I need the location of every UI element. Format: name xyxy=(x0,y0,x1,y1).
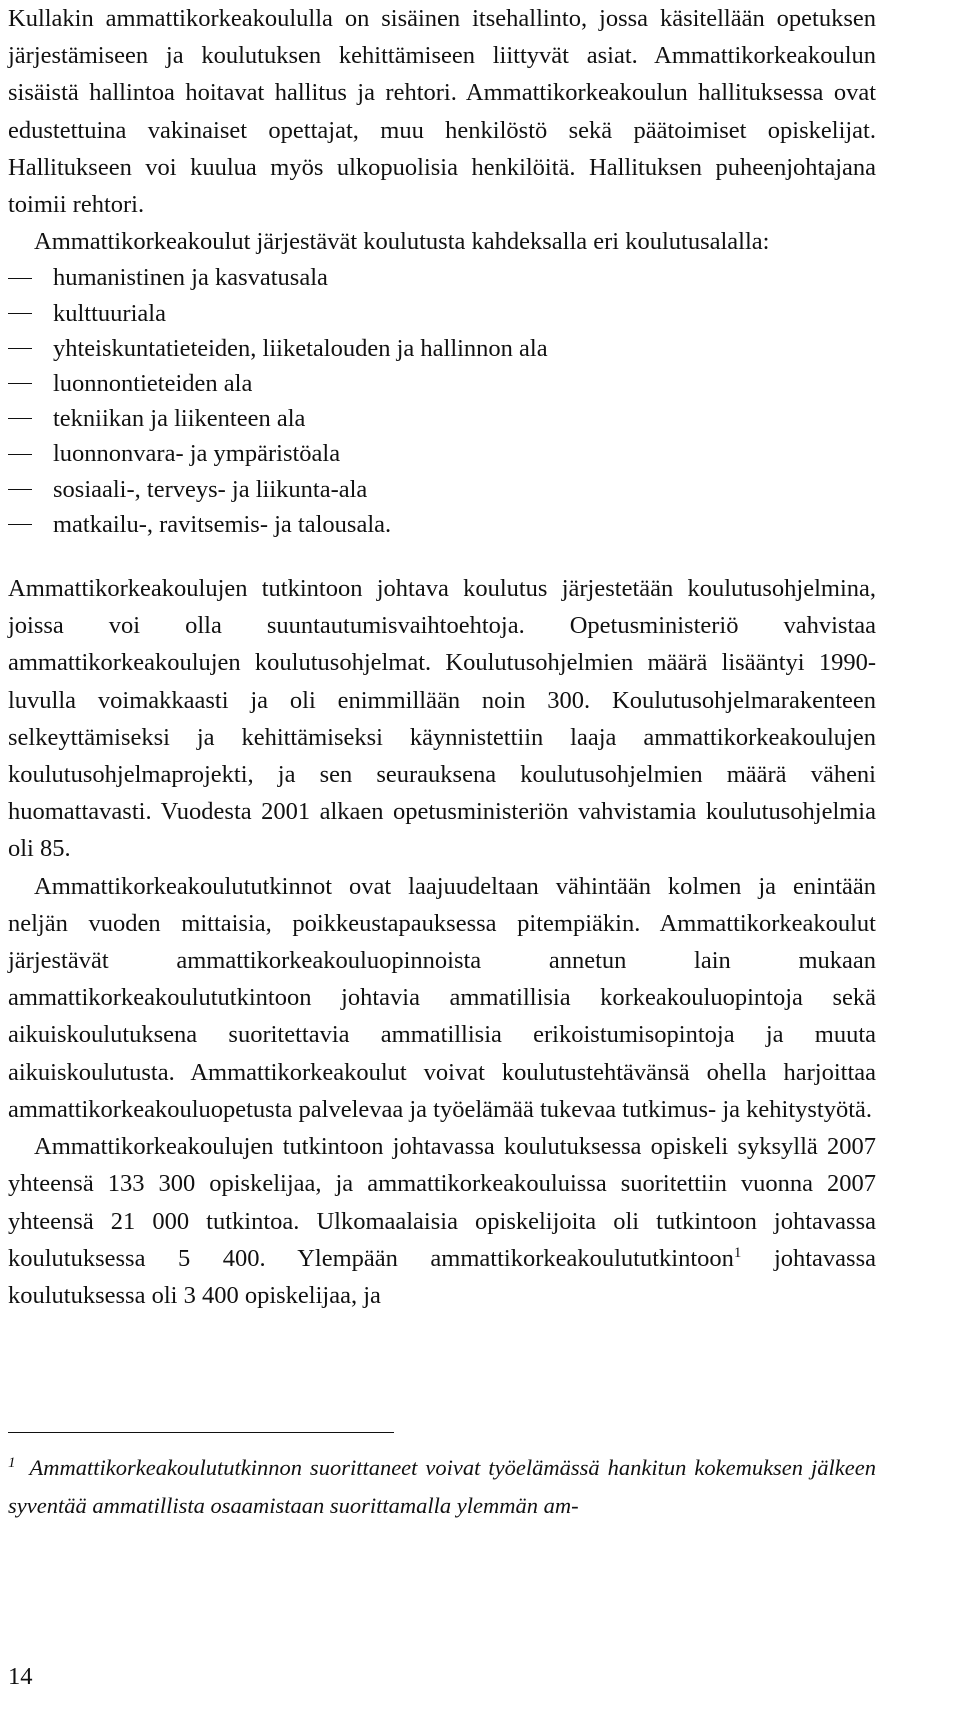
list-item-text: humanistinen ja kasvatusala xyxy=(53,264,328,292)
list-item xyxy=(8,436,876,471)
fields-list xyxy=(8,260,876,542)
paragraph-text-before-ref: Ammattikorkeakoulujen tutkintoon johtavassa koulutuksessa opiskeli syksyllä 2007 yhteensä 133 300 opiskelijaa, ja ammattikorkeakouluissa suoritettiin vuonna 2007 yhteensä 21 000 tutkintoa. Ulkomaalaisia opiskelijoita oli tutkintoon johtavassa koulutuksessa 5 400. Ylempään ammattikorkeakoulututkintoon xyxy=(8,1133,876,1272)
footnote-text: Ammattikorkeakoulututkinnon suorittaneet voivat työelämässä hankitun kokemuksen jälkeen syventää ammatillista osaamistaan suorittamalla ylemmän am- xyxy=(8,1455,876,1518)
list-item xyxy=(8,260,876,295)
footnote xyxy=(8,1449,876,1525)
dash-bullet-icon xyxy=(8,489,32,490)
list-item-text: luonnontieteiden ala xyxy=(53,370,253,398)
list-item xyxy=(8,472,876,507)
list-item xyxy=(8,401,876,436)
dash-bullet-icon xyxy=(8,524,32,525)
dash-bullet-icon xyxy=(8,348,32,349)
page-number: 14 xyxy=(8,1663,33,1690)
paragraph-text-after-ref: johtavassa koulutuksessa oli 3 400 opiskelijaa, ja xyxy=(8,1244,876,1309)
dash-bullet-icon xyxy=(8,313,32,314)
dash-bullet-icon xyxy=(8,418,32,419)
list-item xyxy=(8,366,876,401)
paragraph-spacer xyxy=(8,542,876,570)
paragraph-degree-programmes: Ammattikorkeakoulujen tutkintoon johtava koulutus järjestetään koulutusohjelmina, joissa voi olla suuntautumisvaihtoehtoja. Opetusministeriö vahvistaa ammattikorkeakoulujen koulutusohjelmat. Koulutusohjelmien määrä lisääntyi 1990-luvulla voimakkaasti ja oli enimmillään noin 300. Koulutusohjelmarakenteen selkeyttämiseksi ja kehittämiseksi käynnistettiin laaja ammattikorkeakoulujen koulutusohjelmaprojekti, ja sen seurauksena koulutusohjelmien määrä väheni huomattavasti. Vuodesta 2001 alkaen opetusministeriön vahvistamia koulutusohjelmia oli 85. xyxy=(8,575,876,863)
list-item-text: tekniikan ja liikenteen ala xyxy=(53,405,306,433)
document-page xyxy=(8,0,876,1314)
footnote-marker: 1 xyxy=(8,1454,16,1471)
list-item-text: luonnonvara- ja ympäristöala xyxy=(53,440,341,468)
list-item-text: sosiaali-, terveys- ja liikunta-ala xyxy=(53,475,368,503)
list-item xyxy=(8,331,876,366)
list-item xyxy=(8,507,876,542)
paragraph-degree-length: Ammattikorkeakoulututkinnot ovat laajuudeltaan vähintään kolmen ja enintään neljän vuoden mittaisia, poikkeustapauksessa pitempiäkin. Ammattikorkeakoulut järjestävät ammattikorkeakouluopinnoista annetun lain mukaan ammattikorkeakoulututkintoon johtavia ammatillisia korkeakouluopintoja sekä aikuiskoulutuksena suoritettavia ammatillisia erikoistumisopintoja ja muuta aikuiskoulutusta. Ammattikorkeakoulut voivat koulutustehtävänsä ohella harjoittaa ammattikorkeakouluopetusta palvelevaa ja työelämää tukevaa tutkimus- ja kehitystyötä. xyxy=(8,872,876,1123)
footnote-divider xyxy=(8,1432,394,1433)
footnote-reference[interactable]: 1 xyxy=(733,1244,742,1261)
paragraph-fields-intro: Ammattikorkeakoulut järjestävät koulutusta kahdeksalla eri koulutusalalla: xyxy=(34,228,770,256)
paragraph-governance: Kullakin ammattikorkeakoululla on sisäinen itsehallinto, jossa käsitellään opetuksen järjestämiseen ja koulutuksen kehittämiseen liittyvät asiat. Ammattikorkeakoulun sisäistä hallintoa hoitavat hallitus ja rehtori. Ammattikorkeakoulun hallituksessa ovat edustettuina vakinaiset opettajat, muu henkilöstö sekä päätoimiset opiskelijat. Hallitukseen voi kuulua myös ulkopuolisia henkilöitä. Hallituksen puheenjohtajana toimii rehtori. xyxy=(8,5,876,219)
dash-bullet-icon xyxy=(8,383,32,384)
paragraph-student-statistics xyxy=(8,1128,876,1314)
dash-bullet-icon xyxy=(8,278,32,279)
list-item-text: matkailu-, ravitsemis- ja talousala. xyxy=(53,510,392,538)
dash-bullet-icon xyxy=(8,454,32,455)
list-item xyxy=(8,296,876,331)
list-item-text: yhteiskuntatieteiden, liiketalouden ja hallinnon ala xyxy=(53,334,548,362)
list-item-text: kulttuuriala xyxy=(53,299,166,327)
